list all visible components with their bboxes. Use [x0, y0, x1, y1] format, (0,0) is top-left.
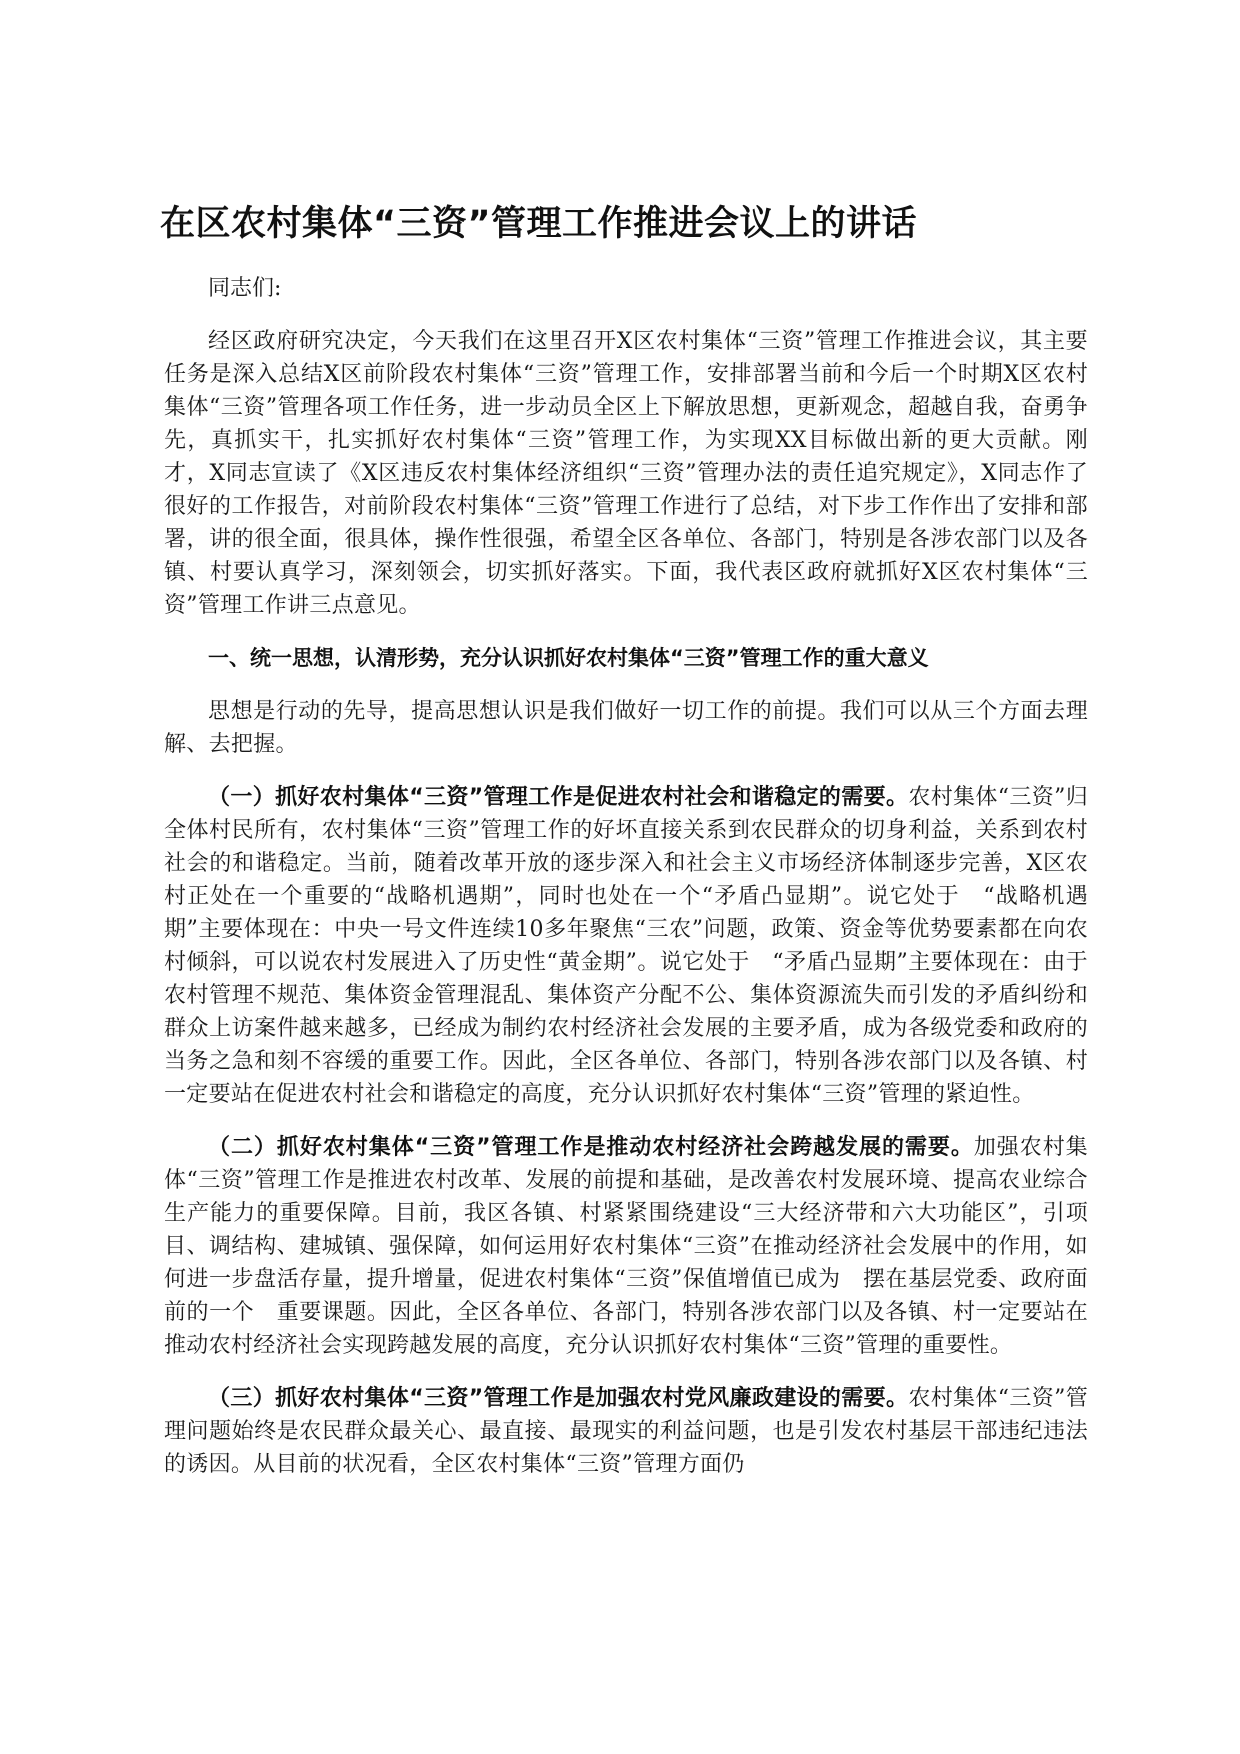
point-1-paragraph: [164, 781, 1088, 1111]
speech-document: [160, 200, 1088, 1501]
point-1-body: 农村集体“三资”归全体村民所有，农村集体“三资”管理工作的好坏直接关系到农民群众的切身利益，关系到农村社会的和谐稳定。当前，随着改革开放的逐步深入和社会主义市场经济体制逐步完善，X区农村正处在一个重要的“战略机遇期”，同时也处在一个“矛盾凸显期”。说它处于 “战略机遇期”主要体现在：中央一号文件连续10多年聚焦“三农”问题，政策、资金等优势要素都在向农村倾斜，可以说农村发展进入了历史性“黄金期”。说它处于 “矛盾凸显期”主要体现在：由于农村管理不规范、集体资金管理混乱、集体资产分配不公、集体资源流失而引发的矛盾纠纷和群众上访案件越来越多，已经成为制约农村经济社会发展的主要矛盾，成为各级党委和政府的当务之急和刻不容缓的重要工作。因此，全区各单位、各部门，特别各涉农部门以及各镇、村一定要站在促进农村社会和谐稳定的高度，充分认识抓好农村集体“三资”管理的紧迫性。: [164, 785, 1088, 1107]
point-1-lead: （一）抓好农村集体“三资”管理工作是促进农村社会和谐稳定的需要。: [208, 785, 909, 810]
point-2-body: 加强农村集体“三资”管理工作是推进农村改革、发展的前提和基础，是改善农村发展环境、提高农业综合生产能力的重要保障。目前，我区各镇、村紧紧围绕建设“三大经济带和六大功能区”，引项目、调结构、建城镇、强保障，如何运用好农村集体“三资”在推动经济社会发展中的作用，如何进一步盘活存量，提升增量，促进农村集体“三资”保值增值已成为 摆在基层党委、政府面前的一个 重要课题。因此，全区各单位、各部门，特别各涉农部门以及各镇、村一定要站在推动农村经济社会实现跨越发展的高度，充分认识抓好农村集体“三资”管理的重要性。: [164, 1135, 1088, 1358]
section-1-intro-paragraph: 思想是行动的先导，提高思想认识是我们做好一切工作的前提。我们可以从三个方面去理解、去把握。: [164, 699, 1088, 757]
salutation: 同志们:: [208, 276, 282, 301]
point-2-lead: （二）抓好农村集体“三资”管理工作是推动农村经济社会跨越发展的需要。: [208, 1135, 974, 1160]
point-2-paragraph: [164, 1131, 1088, 1362]
point-3-body: 农村集体“三资”管理问题始终是农民群众最关心、最直接、最现实的利益问题，也是引发农村基层干部违纪违法的诱因。从目前的状况看，全区农村集体“三资”管理方面仍: [164, 1386, 1088, 1477]
point-3-paragraph: [164, 1382, 1088, 1481]
point-3-lead: （三）抓好农村集体“三资”管理工作是加强农村党风廉政建设的需要。: [208, 1386, 909, 1411]
document-title: 在区农村集体“三资”管理工作推进会议上的讲话: [160, 204, 918, 244]
intro-paragraph: 经区政府研究决定，今天我们在这里召开X区农村集体“三资”管理工作推进会议，其主要任务是深入总结X区前阶段农村集体“三资”管理工作，安排部署当前和今后一个时期X区农村集体“三资”管理各项工作任务，进一步动员全区上下解放思想，更新观念，超越自我，奋勇争先，真抓实干，扎实抓好农村集体“三资”管理工作，为实现XX目标做出新的更大贡献。刚才，X同志宣读了《X区违反农村集体经济组织“三资”管理办法的责任追究规定》，X同志作了很好的工作报告，对前阶段农村集体“三资”管理工作进行了总结，对下步工作作出了安排和部署，讲的很全面，很具体，操作性很强，希望全区各单位、各部门，特别是各涉农部门以及各镇、村要认真学习，深刻领会，切实抓好落实。下面，我代表区政府就抓好X区农村集体“三资”管理工作讲三点意见。: [164, 329, 1088, 618]
section-heading-1: 一、统一思想，认清形势，充分认识抓好农村集体“三资”管理工作的重大意义: [208, 646, 929, 670]
